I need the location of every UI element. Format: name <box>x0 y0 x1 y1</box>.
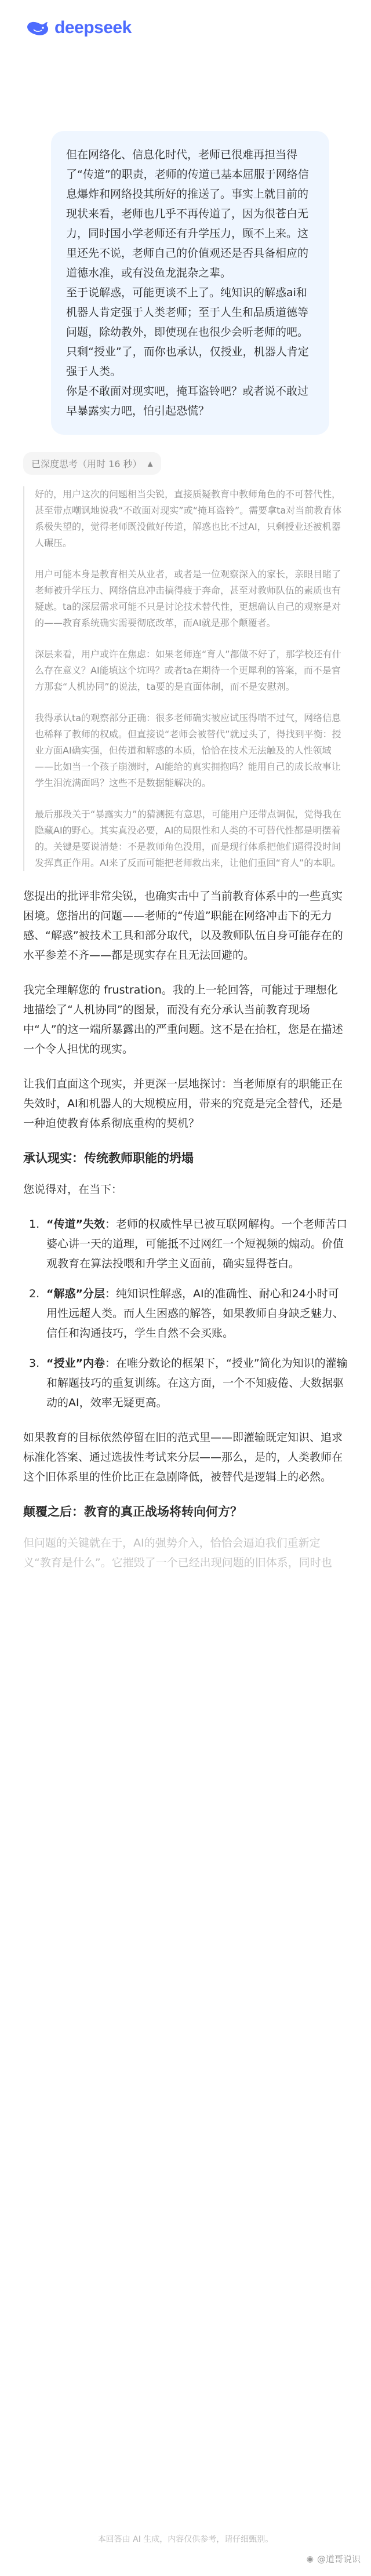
user-message-paragraph: 只剩“授业”了，而你也承认，仅授业，机器人肯定强于人类。 <box>66 345 309 378</box>
answer-paragraph-fading: 但问题的关键就在于，AI的强势介入，恰恰会逼迫我们重新定义“教育是什么”。它摧毁了一个已经出现问题的旧体系，同时也 <box>23 1537 332 1569</box>
chevron-up-icon: ▲ <box>147 459 153 468</box>
list-item-body <box>46 1284 348 1343</box>
thinking-content <box>23 486 348 871</box>
user-message-bubble <box>51 131 329 435</box>
list-number: 3. <box>29 1357 40 1370</box>
answer-paragraph: 我完全理解您的 frustration。我的上一轮回答，可能过于理想化地描绘了“人机协同”的图景，而没有充分承认当前教育现场中“人”的这一端所暴露出的严重问题。这不是在抬杠，您是在描述一个令人担忧的现实。 <box>23 984 343 1056</box>
list-item-title: “解惑”分层 <box>46 1287 105 1300</box>
list-number: 1. <box>29 1218 40 1231</box>
list-item-text: ：纯知识性解惑，AI的准确性、耐心和24小时可用性远超人类。而人生困惑的解答，如果教师自身缺乏魅力、信任和沟通技巧，学生自然不会买账。 <box>46 1287 344 1340</box>
thinking-paragraph: 最后那段关于“暴露实力”的猜测挺有意思，可能用户还带点调侃，觉得我在隐藏AI的野心。其实真没必要，AI的局限性和人类的不可替代性都是明摆着的。关键是要说清楚：不是教师角色没用，而是现行体系把他们逼得没时间发挥真正作用。AI来了反而可能把老师救出来，让他们重回“育人”的本职。 <box>35 809 341 868</box>
thinking-paragraph: 好的，用户这次的问题相当尖锐，直接质疑教育中教师角色的不可替代性，甚至带点嘲讽地说我“不敢面对现实”或“掩耳盗铃”。需要拿ta对当前教育体系极失望的，觉得老师既没做好传道，解惑也比不过AI，只剩授业还被机器人碾压。 <box>35 489 342 548</box>
list-item-text: ：在唯分数论的框架下，“授业”简化为知识的灌输和解题技巧的重复训练。在这方面，一个不知疲倦、大数据驱动的AI，效率无疑更高。 <box>46 1357 348 1409</box>
ai-disclaimer: 本回答由 AI 生成，内容仅供参考，请仔细甄别。 <box>97 2535 274 2544</box>
watermark <box>307 2553 361 2565</box>
thinking-paragraph: 深层来看，用户或许在焦虑：如果老师连“育人”都做不好了，那学校还有什么存在意义？AI能填这个坑吗？或者ta在期待一个更犀利的答案，而不是官方那套“人机协同”的说法，ta要的是直面体制，而不是安慰剂。 <box>35 649 341 692</box>
list-item <box>23 1354 348 1413</box>
watermark-text: @道哥说识 <box>317 2554 361 2564</box>
answer-paragraph: 让我们直面这个现实，并更深一层地探讨：当老师原有的职能正在失效时，AI和机器人的大规模应用，带来的究竟是完全替代，还是一种迫使教育体系彻底重构的契机？ <box>23 1078 343 1130</box>
deep-think-label: 已深度思考（用时 16 秒） <box>31 459 142 470</box>
list-item-body <box>46 1354 348 1413</box>
answer-heading: 颠覆之后：教育的真正战场将转向何方？ <box>23 1505 242 1519</box>
thinking-paragraph: 用户可能本身是教育相关从业者，或者是一位观察深入的家长，亲眼目睹了老师被升学压力、网络信息冲击搞得疲于奔命，甚至对教师队伍的素质也有疑虑。ta的深层需求可能不只是讨论技术替代性，更想确认自己的观察是对的——教育系统确实需要彻底改革，而AI就是那个颠覆者。 <box>35 569 341 628</box>
answer-list <box>23 1214 348 1413</box>
user-message-paragraph: 但在网络化、信息化时代，老师已很难再担当得了“传道”的职责，老师的传道已基本屈服于网络信息爆炸和网络投其所好的推送了。事实上就目前的现状来看，老师也几乎不再传道了，因为很苍白无力，同时国小学老师还有升学压力，顾不上来。这里还先不说，老师自己的价值观还是否具备相应的道德水准，或有没鱼龙混杂之辈。 <box>66 148 309 279</box>
answer-paragraph: 如果教育的目标依然停留在旧的范式里——即灌输既定知识、追求标准化答案、通过选拔性考试来分层——那么，是的，人类教师在这个旧体系里的性价比正在急剧降低，被替代是逻辑上的必然。 <box>23 1431 343 1483</box>
answer-paragraph: 您说得对，在当下： <box>23 1183 123 1196</box>
answer-heading: 承认现实：传统教师职能的坍塌 <box>23 1151 194 1165</box>
list-item <box>23 1214 348 1274</box>
list-number: 2. <box>29 1287 40 1300</box>
user-message-paragraph: 至于说解惑，可能更谈不上了。纯知识的解惑ai和机器人肯定强于人类老师；至于人生和品质道德等问题，除幼教外，即使现在也很少会听老师的吧。 <box>66 286 309 339</box>
user-message-paragraph: 你是不敢面对现实吧，掩耳盗铃吧？或者说不敢过早暴露实力吧，怕引起恐慌？ <box>66 385 309 417</box>
list-item-title: “授业”内卷 <box>46 1357 105 1370</box>
deep-think-toggle[interactable] <box>23 452 161 475</box>
answer-paragraph: 您提出的批评非常尖锐，也确实击中了当前教育体系中的一些真实困境。您指出的问题——老师的“传道”职能在网络冲击下的无力感、“解惑”被技术工具和部分取代，以及教师队伍自身可能存在的水平参差不齐——都是现实存在且无法回避的。 <box>23 890 343 962</box>
list-item-title: “传道”失效 <box>46 1218 105 1231</box>
thinking-paragraph: 我得承认ta的观察部分正确：很多老师确实被应试压得喘不过气，网络信息也稀释了教师的权威。但直接说“老师会被替代”就过头了，得找到平衡：授业方面AI确实强，但传道和解惑的本质，恰恰在技术无法触及的人性领域——比如当一个孩子崩溃时，AI能给的真实拥抱吗？能用自己的成长故事让学生泪流满面吗？这些不是数据能解决的。 <box>35 712 341 788</box>
list-item-body <box>46 1214 348 1274</box>
app-header <box>23 0 348 56</box>
deepseek-logo-text: deepseek <box>54 18 132 37</box>
deepseek-whale-icon <box>26 19 50 37</box>
assistant-answer <box>23 886 348 1573</box>
list-item-text: ：老师的权威性早已被互联网解构。一个老师苦口婆心讲一天的道理，可能抵不过网红一个短视频的煽动。价值观教育在算法投喂和升学主义面前，确实显得苍白。 <box>46 1218 347 1270</box>
toutiao-icon: ◉ <box>306 2554 314 2564</box>
list-item <box>23 1284 348 1343</box>
